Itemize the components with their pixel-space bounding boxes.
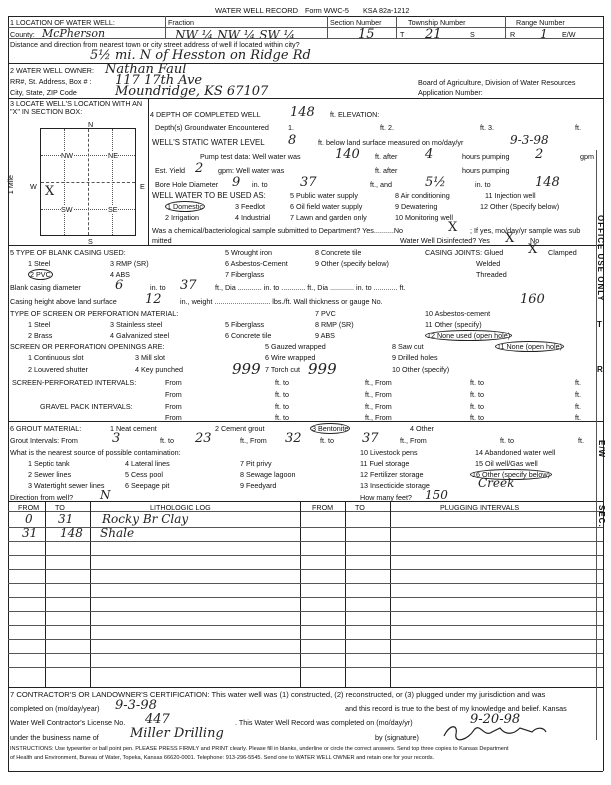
grout-from-1: 3 [112, 431, 121, 446]
src-septic: 1 Septic tank [28, 459, 70, 468]
north-label: N [88, 120, 94, 129]
log-row-2-to: 148 [60, 526, 83, 540]
pump-value: 140 [335, 147, 360, 162]
grout-other: 4 Other [410, 424, 434, 433]
instructions-1: INSTRUCTIONS: Use typewriter or ball point pen. PLEASE PRESS FIRMLY and PRINT clearly. Please fill in blanks, underline or circle the correct answers. Send top three copies to Kansas Department [10, 746, 509, 752]
use-other: 12 Other (Specify below) [480, 202, 560, 211]
office-use-label: OFFICE USE ONLY [596, 215, 605, 302]
owner-value: Nathan Faul [105, 62, 187, 77]
use-public: 5 Public water supply [290, 191, 358, 200]
sw-label: SW [61, 205, 73, 214]
s-label: S [470, 30, 475, 39]
direction-label: Direction from well? [10, 493, 74, 502]
fraction-value: NW ¼ NW ¼ SW ¼ [175, 28, 296, 42]
grout-to-2: 37 [362, 431, 379, 446]
well-location-mark: X [45, 184, 55, 199]
src-seepage: 6 Seepage pit [125, 481, 170, 490]
screen-fiberglass: 5 Fiberglass [225, 320, 265, 329]
gw-ft: ft. [575, 123, 581, 132]
completed-value: 9-3-98 [115, 698, 157, 713]
township-label: Township Number [408, 18, 466, 27]
bore2-in-to: in. to [475, 180, 491, 189]
chem-label: Was a chemical/bacteriological sample submitted to Department? Yes..........No [152, 226, 404, 235]
height-tail: in., weight ............................ lbs./ft. Wall thickness or gauge No. [180, 297, 383, 306]
yield-after: ft. after [375, 166, 398, 175]
grout-to-3-label: ft. to [500, 436, 514, 445]
ew-label: E/W [562, 30, 576, 39]
city-label: City, State, ZIP Code [10, 88, 77, 97]
mitted-label: mitted [152, 236, 172, 245]
grout-ft-end: ft. [578, 436, 584, 445]
casing-fiberglass: 7 Fiberglass [225, 270, 265, 279]
pump-gpm: 2 [535, 147, 544, 162]
open-torch: 7 Torch cut [265, 365, 301, 374]
yield-hours: hours pumping [462, 166, 510, 175]
instructions-2: of Health and Environment, Bureau of Water, Topeka, Kansas 66620-0001. Telephone: 913-296-5545. Send one to WATER WELL OWNER and retain one for your records. [10, 755, 435, 761]
s1-label: 1 LOCATION OF WATER WELL: [10, 18, 115, 27]
grout-to-2-label: ft. to [320, 436, 334, 445]
src-cesspool: 5 Cess pool [125, 470, 163, 479]
pump-label: Pump test data: Well water was [200, 152, 301, 161]
screen-steel: 1 Steel [28, 320, 51, 329]
src-sewer: 2 Sewer lines [28, 470, 72, 479]
signature-scribble [440, 722, 550, 742]
west-label: W [30, 182, 37, 191]
bore2-to-value: 148 [535, 175, 560, 190]
range-value: 1 [540, 27, 548, 41]
casing-concrete: 8 Concrete tile [315, 248, 362, 257]
grout-bentonite: 3 Bentonite [312, 424, 349, 433]
s7-label: 7 CONTRACTOR'S OR LANDOWNER'S CERTIFICATION: This water well was (1) constructed, (2) reconstructed, or (3) plugged under my jurisdiction and was [10, 690, 546, 699]
business-value: Miller Drilling [130, 726, 224, 741]
use-domestic: 1 Domestic [167, 202, 203, 211]
section-grid [40, 128, 136, 236]
s3-label: 3 LOCATE WELL'S LOCATION WITH AN "X" IN SECTION BOX: [10, 99, 143, 116]
chem-no-mark: X [448, 220, 458, 235]
gpm-label: gpm [580, 152, 594, 161]
use-irrigation: 2 Irrigation [165, 213, 199, 222]
casing-steel: 1 Steel [28, 259, 51, 268]
gw2-label: ft. 2. [380, 123, 394, 132]
screen-other: 11 Other (specify) [425, 320, 482, 329]
address-label: RR#, St. Address, Box # : [10, 77, 92, 86]
feet-label: How many feet? [360, 493, 412, 502]
city-value: Moundridge, KS 67107 [115, 84, 269, 99]
record-date-value: 9-20-98 [470, 712, 521, 727]
pump-hours: 4 [425, 147, 434, 162]
county-label: County: [10, 30, 35, 39]
groundwater-label: Depth(s) Groundwater Encountered [155, 123, 269, 132]
mile-label: 1 Mile [6, 175, 15, 195]
log-to2-header: TO [355, 503, 365, 512]
bore-to-value: 37 [300, 175, 317, 190]
contamination-label: What is the nearest source of possible contamination: [10, 448, 181, 457]
grout-to-1: 23 [195, 431, 212, 446]
screen-brass: 2 Brass [28, 331, 53, 340]
license-label: Water Well Contractor's License No. [10, 718, 126, 727]
open-saw: 8 Saw cut [392, 342, 424, 351]
distance-value: 5½ mi. N of Hesston on Ridge Rd [90, 48, 311, 63]
screen-rmp: 8 RMP (SR) [315, 320, 354, 329]
src-fertilizer: 12 Fertilizer storage [360, 470, 424, 479]
perforated-label: SCREEN-PERFORATED INTERVALS: [12, 378, 137, 387]
use-injection: 11 Injection well [485, 191, 536, 200]
side-ew: E/W [597, 440, 606, 459]
src-lateral: 4 Lateral lines [125, 459, 170, 468]
use-feedlot: 3 Feedlot [235, 202, 265, 211]
screen-asbestos: 10 Asbestos-cement [425, 309, 491, 318]
screen-concrete: 6 Concrete tile [225, 331, 272, 340]
use-industrial: 4 Industrial [235, 213, 271, 222]
open-key: 4 Key punched [135, 365, 183, 374]
bore-in-to: in. to [252, 180, 268, 189]
disinfected-no: No [530, 236, 540, 245]
depth-label: 4 DEPTH OF COMPLETED WELL [150, 110, 261, 119]
gauge-value: 160 [520, 292, 545, 307]
open-gauzed: 5 Gauzed wrapped [265, 342, 326, 351]
open-mill: 3 Mill slot [135, 353, 165, 362]
log-row-1-to: 31 [58, 512, 74, 526]
direction-value: N [100, 488, 111, 502]
joints-clamped: Clamped [548, 248, 577, 257]
pump-hours-label: hours pumping [462, 152, 510, 161]
chem-tail: ; If yes, mo/day/yr sample was sub [470, 226, 581, 235]
src-watertight: 3 Watertight sewer lines [28, 481, 105, 490]
nw-label: NW [61, 151, 73, 160]
use-dewatering: 9 Dewatering [395, 202, 438, 211]
log-row-2-from: 31 [22, 526, 38, 540]
disinfected-mark: X [505, 231, 515, 246]
gw1-label: 1. [288, 123, 294, 132]
side-t: T [597, 320, 602, 329]
feet-value: 150 [425, 488, 448, 502]
bore-value: 9 [232, 175, 241, 190]
bore2-value: 5½ [425, 175, 446, 190]
static-value: 8 [288, 133, 297, 148]
grout-cement: 2 Cement grout [215, 424, 265, 433]
diameter-tail: ft., Dia ............ in. to ............ ft., Dia ............ in. to ............ ft. [215, 283, 406, 292]
casing-pvc: 2 PVC [30, 270, 51, 279]
grout-to-1-label: ft. to [160, 436, 174, 445]
business-label: under the business name of [10, 733, 99, 742]
t-label: T [400, 30, 405, 39]
section-label: Section Number [330, 18, 382, 27]
screen-none: 12 None used (open hole) [427, 331, 511, 340]
yield-value: 2 [195, 161, 204, 176]
signature-label: by (signature) [375, 733, 419, 742]
log-lith-header: LITHOLOGIC LOG [150, 503, 211, 512]
diameter-label: Blank casing diameter [10, 283, 81, 292]
log-row-1-from: 0 [25, 512, 33, 526]
src-livestock: 10 Livestock pens [360, 448, 418, 457]
distance-label: Distance and direction from nearest town or city street address of well if located within city? [10, 40, 300, 49]
application-label: Application Number: [418, 88, 483, 97]
r-label: R [510, 30, 516, 39]
open-continuous: 1 Continuous slot [28, 353, 84, 362]
src-fuel: 11 Fuel storage [360, 459, 410, 468]
license-value: 447 [145, 712, 170, 727]
pump-after: ft. after [375, 152, 398, 161]
yield-label: Est. Yield [155, 166, 185, 175]
joints-threaded: Threaded [476, 270, 507, 279]
completed-tail: and this record is true to the best of my knowledge and belief. Kansas [345, 704, 567, 713]
section-value: 15 [358, 27, 375, 42]
side-sec: SEC. [597, 505, 606, 528]
openings-label: SCREEN OR PERFORATION OPENINGS ARE: [10, 342, 165, 351]
screen-abs: 9 ABS [315, 331, 335, 340]
se-label: SE [108, 205, 118, 214]
bore-and: ft., and [370, 180, 392, 189]
use-oilfield: 6 Oil field water supply [290, 202, 363, 211]
grout-from-3-label: ft., From [400, 436, 427, 445]
diameter-value: 6 [115, 278, 124, 293]
height-value: 12 [145, 292, 162, 307]
static-date: 9-3-98 [510, 133, 549, 147]
ne-label: NE [108, 151, 118, 160]
gravel-label: GRAVEL PACK INTERVALS: [40, 402, 133, 411]
static-tail: ft. below land surface measured on mo/day/yr [318, 138, 464, 147]
log-plug-header: PLUGGING INTERVALS [440, 503, 520, 512]
joints-label: CASING JOINTS: Glued [425, 248, 504, 257]
height-label: Casing height above land surface [10, 297, 117, 306]
county-value: McPherson [42, 27, 106, 40]
log-from2-header: FROM [312, 503, 334, 512]
src-other: 16 Other (specify below) [472, 470, 550, 479]
log-row-1-desc: Rocky Br Clay [102, 512, 189, 526]
side-r: R [597, 365, 603, 374]
open-louvered: 2 Louvered shutter [28, 365, 88, 374]
screen-stainless: 3 Stainless steel [110, 320, 163, 329]
board-text: Board of Agriculture, Division of Water Resources [418, 78, 576, 87]
form-title: WATER WELL RECORD [215, 6, 299, 15]
grout-from-2-label: ft., From [240, 436, 267, 445]
casing-asbestos: 6 Asbestos-Cement [225, 259, 288, 268]
use-label: WELL WATER TO BE USED AS: [152, 191, 266, 200]
src-abandoned: 14 Abandoned water well [475, 448, 556, 457]
open-drilled: 9 Drilled holes [392, 353, 438, 362]
casing-abs: 4 ABS [110, 270, 130, 279]
address-value: 117 17th Ave [115, 73, 203, 88]
township-value: 21 [425, 27, 442, 42]
src-pit: 7 Pit privy [240, 459, 272, 468]
use-ac: 8 Air conditioning [395, 191, 450, 200]
joints-welded: Welded [476, 259, 501, 268]
east-label: E [140, 182, 145, 191]
static-label: WELL'S STATIC WATER LEVEL [152, 138, 265, 147]
src-lagoon: 8 Sewage lagoon [240, 470, 296, 479]
diameter-to: in. to [150, 283, 166, 292]
range-label: Range Number [516, 18, 565, 27]
src-feedyard: 9 Feedyard [240, 481, 277, 490]
open-other: 10 Other (specify) [392, 365, 450, 374]
log-to-header: TO [55, 503, 65, 512]
src-oilgas: 15 Oil well/Gas well [475, 459, 538, 468]
perf-mark-2: 999 [308, 360, 337, 378]
screen-pvc: 7 PVC [315, 309, 336, 318]
casing-other: 9 Other (specify below) [315, 259, 389, 268]
grout-neat: 1 Neat cement [110, 424, 157, 433]
fraction-label: Fraction [168, 18, 194, 27]
yield-tail: gpm: Well water was [218, 166, 285, 175]
diameter-ft-value: 37 [180, 278, 197, 293]
log-from-header: FROM [18, 503, 40, 512]
form-number: Form WWC-5 [305, 6, 349, 15]
log-row-2-desc: Shale [100, 526, 135, 540]
open-none: 11 None (open hole) [497, 342, 562, 351]
open-wire: 6 Wire wrapped [265, 353, 316, 362]
use-lawn: 7 Lawn and garden only [290, 213, 367, 222]
grout-intervals-label: Grout Intervals: From [10, 436, 78, 445]
use-monitoring: 10 Monitoring well [395, 213, 453, 222]
south-label: S [88, 237, 93, 246]
s5-label: 5 TYPE OF BLANK CASING USED: [10, 248, 126, 257]
src-other-value: Creek [478, 476, 515, 490]
gw3-label: ft. 3. [480, 123, 494, 132]
grout-from-2: 32 [285, 431, 302, 446]
perf-mark-1: 999 [232, 360, 261, 378]
s2-label: 2 WATER WELL OWNER: [10, 66, 94, 75]
disinfected-label: Water Well Disinfected? Yes [400, 236, 490, 245]
license-tail: . This Water Well Record was completed on (mo/day/yr) [235, 718, 413, 727]
casing-wrought: 5 Wrought iron [225, 248, 273, 257]
screen-galvanized: 4 Galvanized steel [110, 331, 170, 340]
s6-label: 6 GROUT MATERIAL: [10, 424, 82, 433]
joints-glued-mark: X [528, 242, 538, 257]
completed-label: completed on (mo/day/year) [10, 704, 100, 713]
bore-label: Bore Hole Diameter [155, 180, 219, 189]
screen-label: TYPE OF SCREEN OR PERFORATION MATERIAL: [10, 309, 179, 318]
depth-value: 148 [290, 105, 315, 120]
elevation-label: ft. ELEVATION: [330, 110, 380, 119]
casing-rmp: 3 RMP (SR) [110, 259, 149, 268]
src-insecticide: 13 Insecticide storage [360, 481, 430, 490]
ksa-ref: KSA 82a-1212 [363, 6, 410, 15]
